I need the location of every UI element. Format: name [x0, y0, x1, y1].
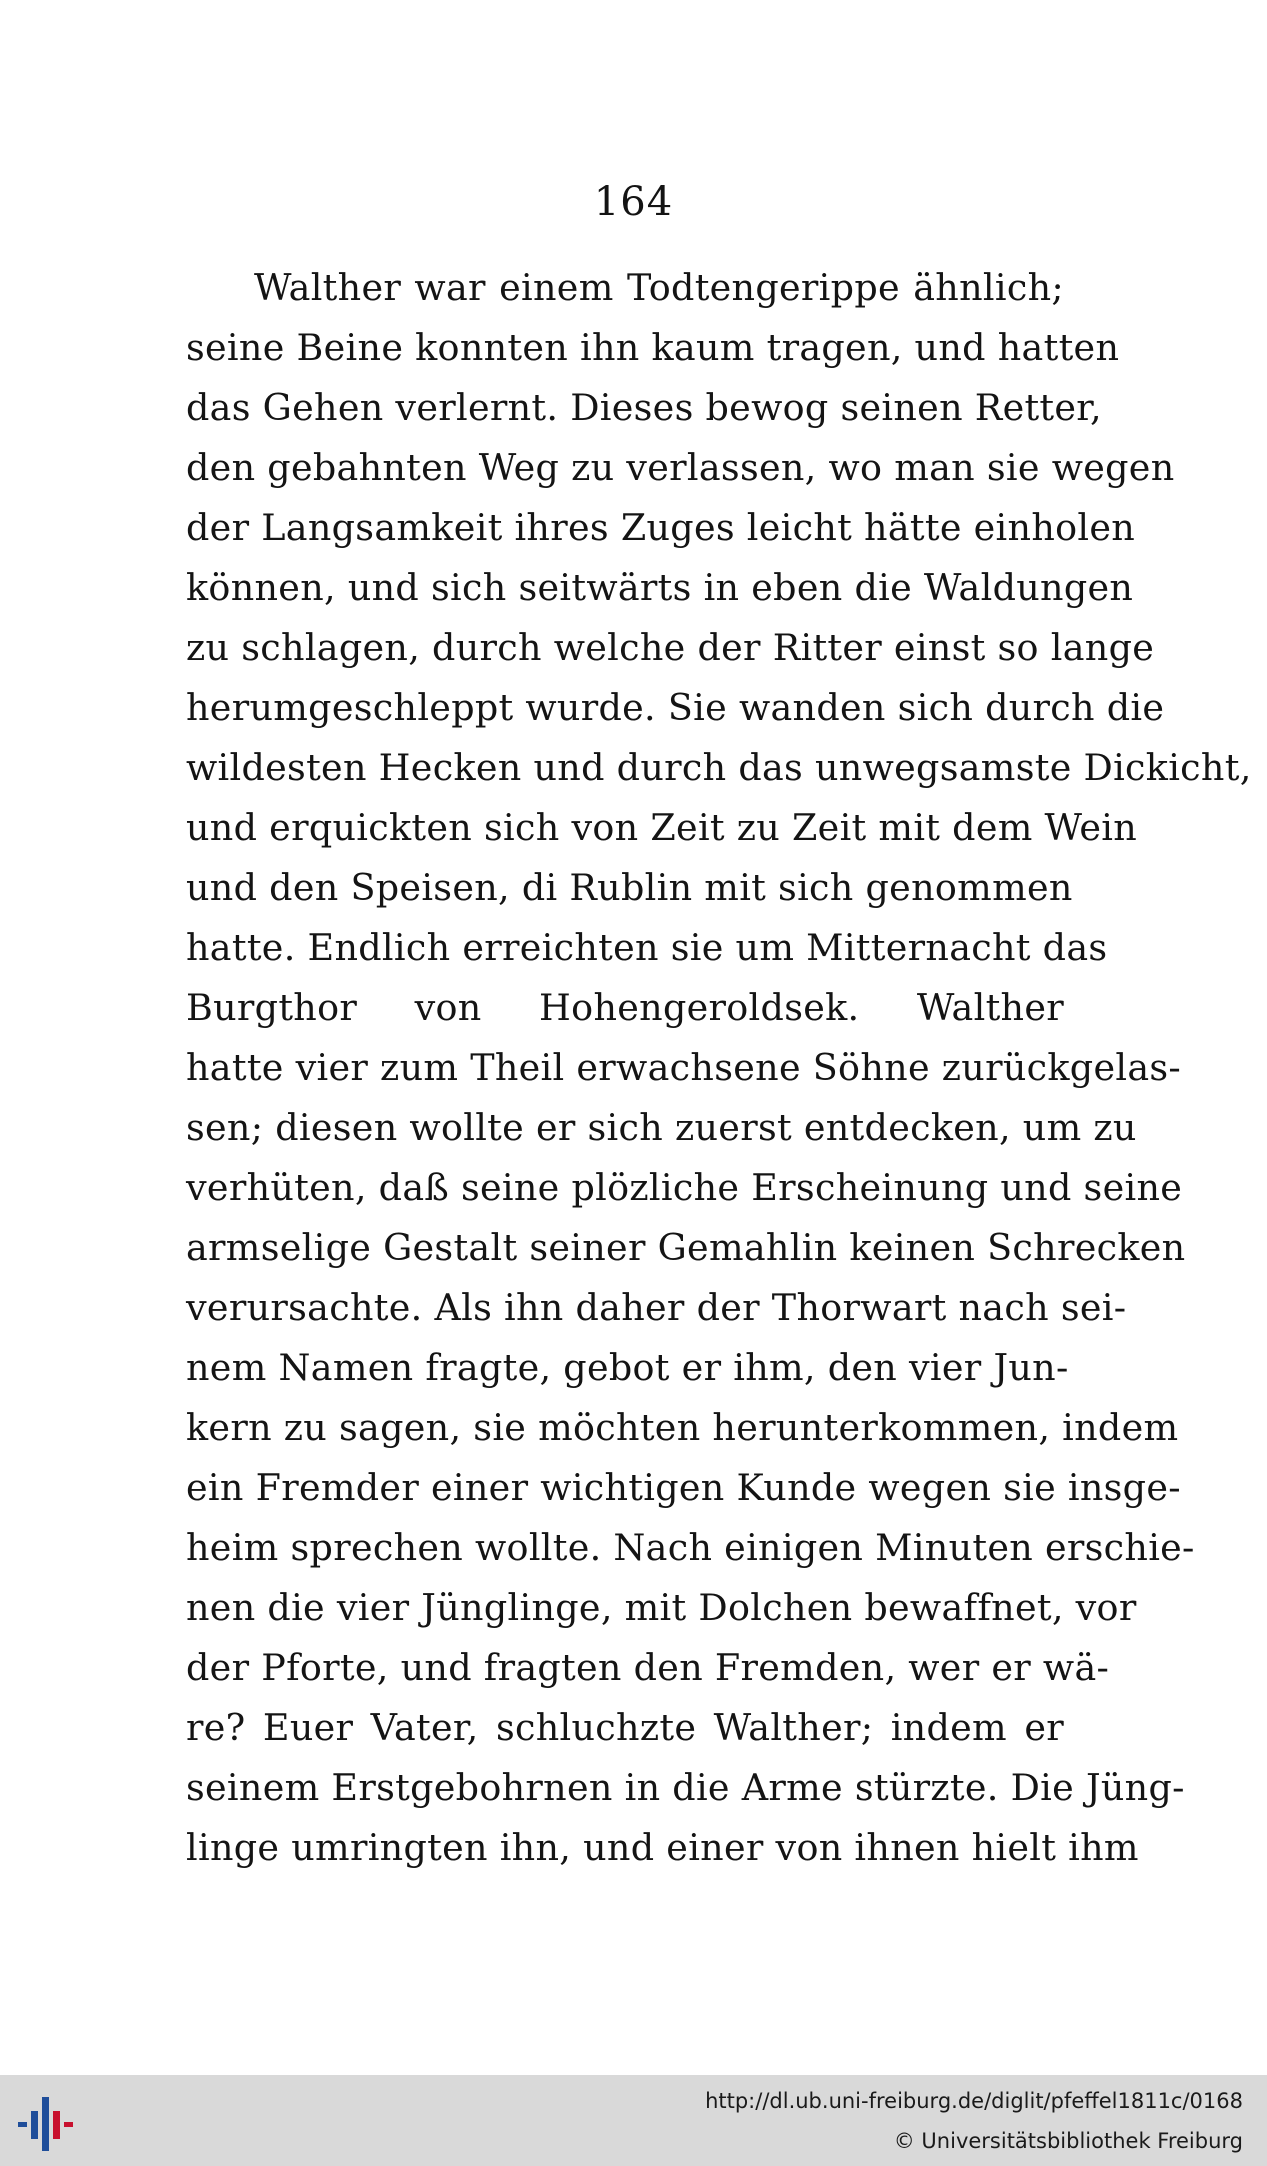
text-line: verursachte. Als ihn daher der Thorwart nach sei- [186, 1286, 1127, 1329]
text-line: seinem Erstgebohrnen in die Arme stürzte. Die Jüng- [186, 1766, 1185, 1809]
text-line: armselige Gestalt seiner Gemahlin keinen Schrecken [186, 1226, 1186, 1269]
text-line: herumgeschleppt wurde. Sie wanden sich durch die [186, 686, 1165, 729]
text-line: können, und sich seitwärts in eben die Waldungen [186, 566, 1134, 609]
text-line: nem Namen fragte, gebot er ihm, den vier Jun- [186, 1346, 1069, 1389]
footer-bar [0, 2075, 1267, 2166]
text-line: den gebahnten Weg zu verlassen, wo man sie wegen [186, 446, 1175, 489]
text-line: kern zu sagen, sie möchten herunterkommen, indem [186, 1406, 1179, 1449]
text-line: linge umringten ihn, und einer von ihnen hielt ihm [186, 1826, 1139, 1869]
text-line: nen die vier Jünglinge, mit Dolchen bewaffnet, vor [186, 1586, 1137, 1629]
text-line: der Langsamkeit ihres Zuges leicht hätte einholen [186, 506, 1136, 549]
text-line: wildesten Hecken und durch das unwegsamste Dickicht, [186, 746, 1252, 789]
text-line: und erquickten sich von Zeit zu Zeit mit dem Wein [186, 806, 1138, 849]
text-line: Burgthor von Hohengeroldsek. Walther [186, 986, 1064, 1029]
text-line: ein Fremder einer wichtigen Kunde wegen sie insge- [186, 1466, 1181, 1509]
text-line: das Gehen verlernt. Dieses bewog seinen Retter, [186, 386, 1102, 429]
text-line: Walther war einem Todtengerippe ähnlich; [254, 266, 1064, 309]
source-url-link[interactable]: http://dl.ub.uni-freiburg.de/diglit/pfeffel1811c/0168 [705, 2089, 1243, 2113]
text-line: verhüten, daß seine plözliche Erscheinung und seine [186, 1166, 1183, 1209]
text-line: seine Beine konnten ihn kaum tragen, und hatten [186, 326, 1120, 369]
text-line: hatte vier zum Theil erwachsene Söhne zurückgelas- [186, 1046, 1182, 1089]
text-line: zu schlagen, durch welche der Ritter einst so lange [186, 626, 1155, 669]
text-line: und den Speisen, di Rublin mit sich genommen [186, 866, 1073, 909]
text-line: hatte. Endlich erreichten sie um Mitternacht das [186, 926, 1108, 969]
copyright-text: © Universitätsbibliothek Freiburg [893, 2129, 1243, 2153]
text-line: heim sprechen wollte. Nach einigen Minuten erschie- [186, 1526, 1195, 1569]
body-text [186, 258, 1252, 1878]
page-number: 164 [593, 179, 674, 225]
text-line: sen; diesen wollte er sich zuerst entdecken, um zu [186, 1106, 1137, 1149]
ub-freiburg-logo-icon[interactable] [18, 2093, 78, 2153]
text-line: re? Euer Vater, schluchzte Walther; indem er [186, 1706, 1064, 1749]
text-line: der Pforte, und fragten den Fremden, wer er wä- [186, 1646, 1110, 1689]
